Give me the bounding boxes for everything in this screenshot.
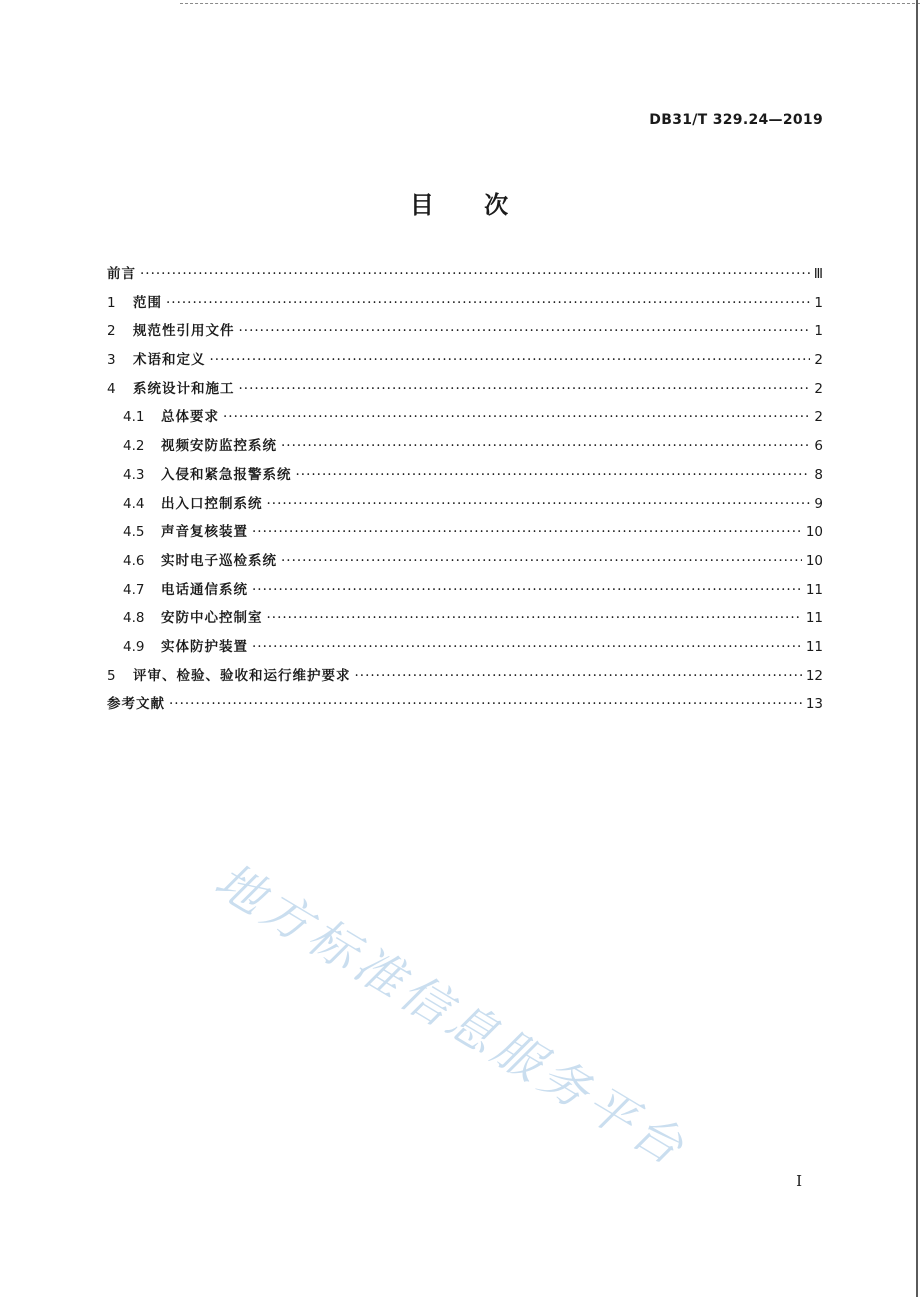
toc-entry[interactable] — [107, 664, 823, 693]
toc-leader-dots — [252, 639, 802, 654]
toc-entry-number: 3 — [107, 352, 116, 369]
toc-entry-number: 4.2 — [123, 438, 145, 455]
toc-entry-page: 11 — [805, 581, 823, 598]
toc-entry-label: 电话通信系统 — [161, 581, 248, 598]
toc-entry[interactable] — [107, 492, 823, 521]
toc-entry-page: 11 — [805, 638, 823, 655]
toc-entry-number: 4.8 — [123, 610, 145, 627]
toc-entry[interactable] — [107, 405, 823, 434]
toc-entry-page: 9 — [814, 495, 823, 512]
toc-entry-number: 4.9 — [123, 638, 145, 655]
toc-entry-number: 1 — [107, 294, 116, 311]
toc-entry-page: 2 — [814, 380, 823, 397]
toc-entry-page: 10 — [805, 552, 823, 569]
toc-entry-page: 12 — [805, 667, 823, 684]
toc-entry-label: 总体要求 — [161, 409, 219, 426]
toc-entry-page: 1 — [814, 323, 823, 340]
toc-entry-label: 前言 — [107, 266, 136, 282]
toc-entry-page: 2 — [814, 352, 823, 369]
toc-leader-dots — [166, 295, 810, 310]
toc-leader-dots — [140, 266, 810, 281]
toc-entry-number: 4.7 — [123, 581, 145, 598]
top-border-line — [180, 3, 920, 4]
toc-entry-label: 参考文献 — [107, 696, 165, 713]
toc-entry-page: 1 — [814, 294, 823, 311]
toc-entry-number: 4.5 — [123, 524, 145, 541]
toc-entry[interactable] — [107, 606, 823, 635]
toc-entry[interactable] — [107, 319, 823, 348]
toc-entry-label: 安防中心控制室 — [161, 610, 263, 627]
toc-entry-label: 出入口控制系统 — [161, 495, 263, 512]
toc-leader-dots — [239, 381, 811, 396]
standard-code: DB31/T 329.24—2019 — [649, 112, 823, 128]
toc-entry-page: Ⅲ — [813, 266, 823, 282]
table-of-contents — [107, 262, 823, 721]
toc-entry[interactable] — [107, 520, 823, 549]
toc-entry[interactable] — [107, 635, 823, 664]
toc-leader-dots — [223, 409, 810, 424]
page-number: I — [796, 1172, 802, 1190]
toc-leader-dots — [296, 467, 811, 482]
toc-entry-page: 10 — [805, 524, 823, 541]
toc-entry-page: 6 — [814, 438, 823, 455]
toc-entry[interactable] — [107, 692, 823, 721]
toc-entry-label: 规范性引用文件 — [133, 323, 235, 340]
toc-leader-dots — [210, 352, 811, 367]
toc-entry-number: 4.4 — [123, 495, 145, 512]
toc-entry[interactable] — [107, 549, 823, 578]
toc-entry[interactable] — [107, 291, 823, 320]
toc-entry[interactable] — [107, 463, 823, 492]
toc-leader-dots — [169, 696, 802, 711]
toc-leader-dots — [267, 496, 811, 511]
toc-entry[interactable] — [107, 348, 823, 377]
toc-entry[interactable] — [107, 262, 823, 291]
toc-entry[interactable] — [107, 434, 823, 463]
toc-entry-label: 评审、检验、验收和运行维护要求 — [133, 667, 351, 684]
watermark-text: 地方标准信息服务平台 — [205, 852, 697, 1179]
toc-entry-label: 实时电子巡检系统 — [161, 552, 277, 569]
toc-entry-label: 入侵和紧急报警系统 — [161, 466, 292, 483]
toc-leader-dots — [281, 438, 810, 453]
toc-entry-label: 实体防护装置 — [161, 638, 248, 655]
toc-leader-dots — [252, 524, 802, 539]
toc-entry-label: 术语和定义 — [133, 352, 206, 369]
toc-entry-number: 2 — [107, 323, 116, 340]
toc-entry-number: 4 — [107, 380, 116, 397]
toc-entry-number: 4.1 — [123, 409, 145, 426]
toc-entry-page: 8 — [814, 466, 823, 483]
toc-entry-number: 4.6 — [123, 552, 145, 569]
toc-entry-page: 11 — [805, 610, 823, 627]
toc-entry-page: 2 — [814, 409, 823, 426]
toc-leader-dots — [281, 553, 802, 568]
toc-entry-label: 范围 — [133, 294, 162, 311]
toc-entry-label: 系统设计和施工 — [133, 380, 235, 397]
toc-entry-number: 5 — [107, 667, 116, 684]
toc-entry-label: 视频安防监控系统 — [161, 438, 277, 455]
toc-leader-dots — [355, 668, 802, 683]
toc-leader-dots — [267, 610, 802, 625]
toc-entry-label: 声音复核装置 — [161, 524, 248, 541]
toc-leader-dots — [252, 582, 802, 597]
toc-entry-page: 13 — [805, 696, 823, 713]
toc-entry[interactable] — [107, 377, 823, 406]
toc-title: 目 次 — [409, 191, 511, 219]
toc-entry-number: 4.3 — [123, 466, 145, 483]
toc-leader-dots — [239, 323, 811, 338]
toc-entry[interactable] — [107, 578, 823, 607]
